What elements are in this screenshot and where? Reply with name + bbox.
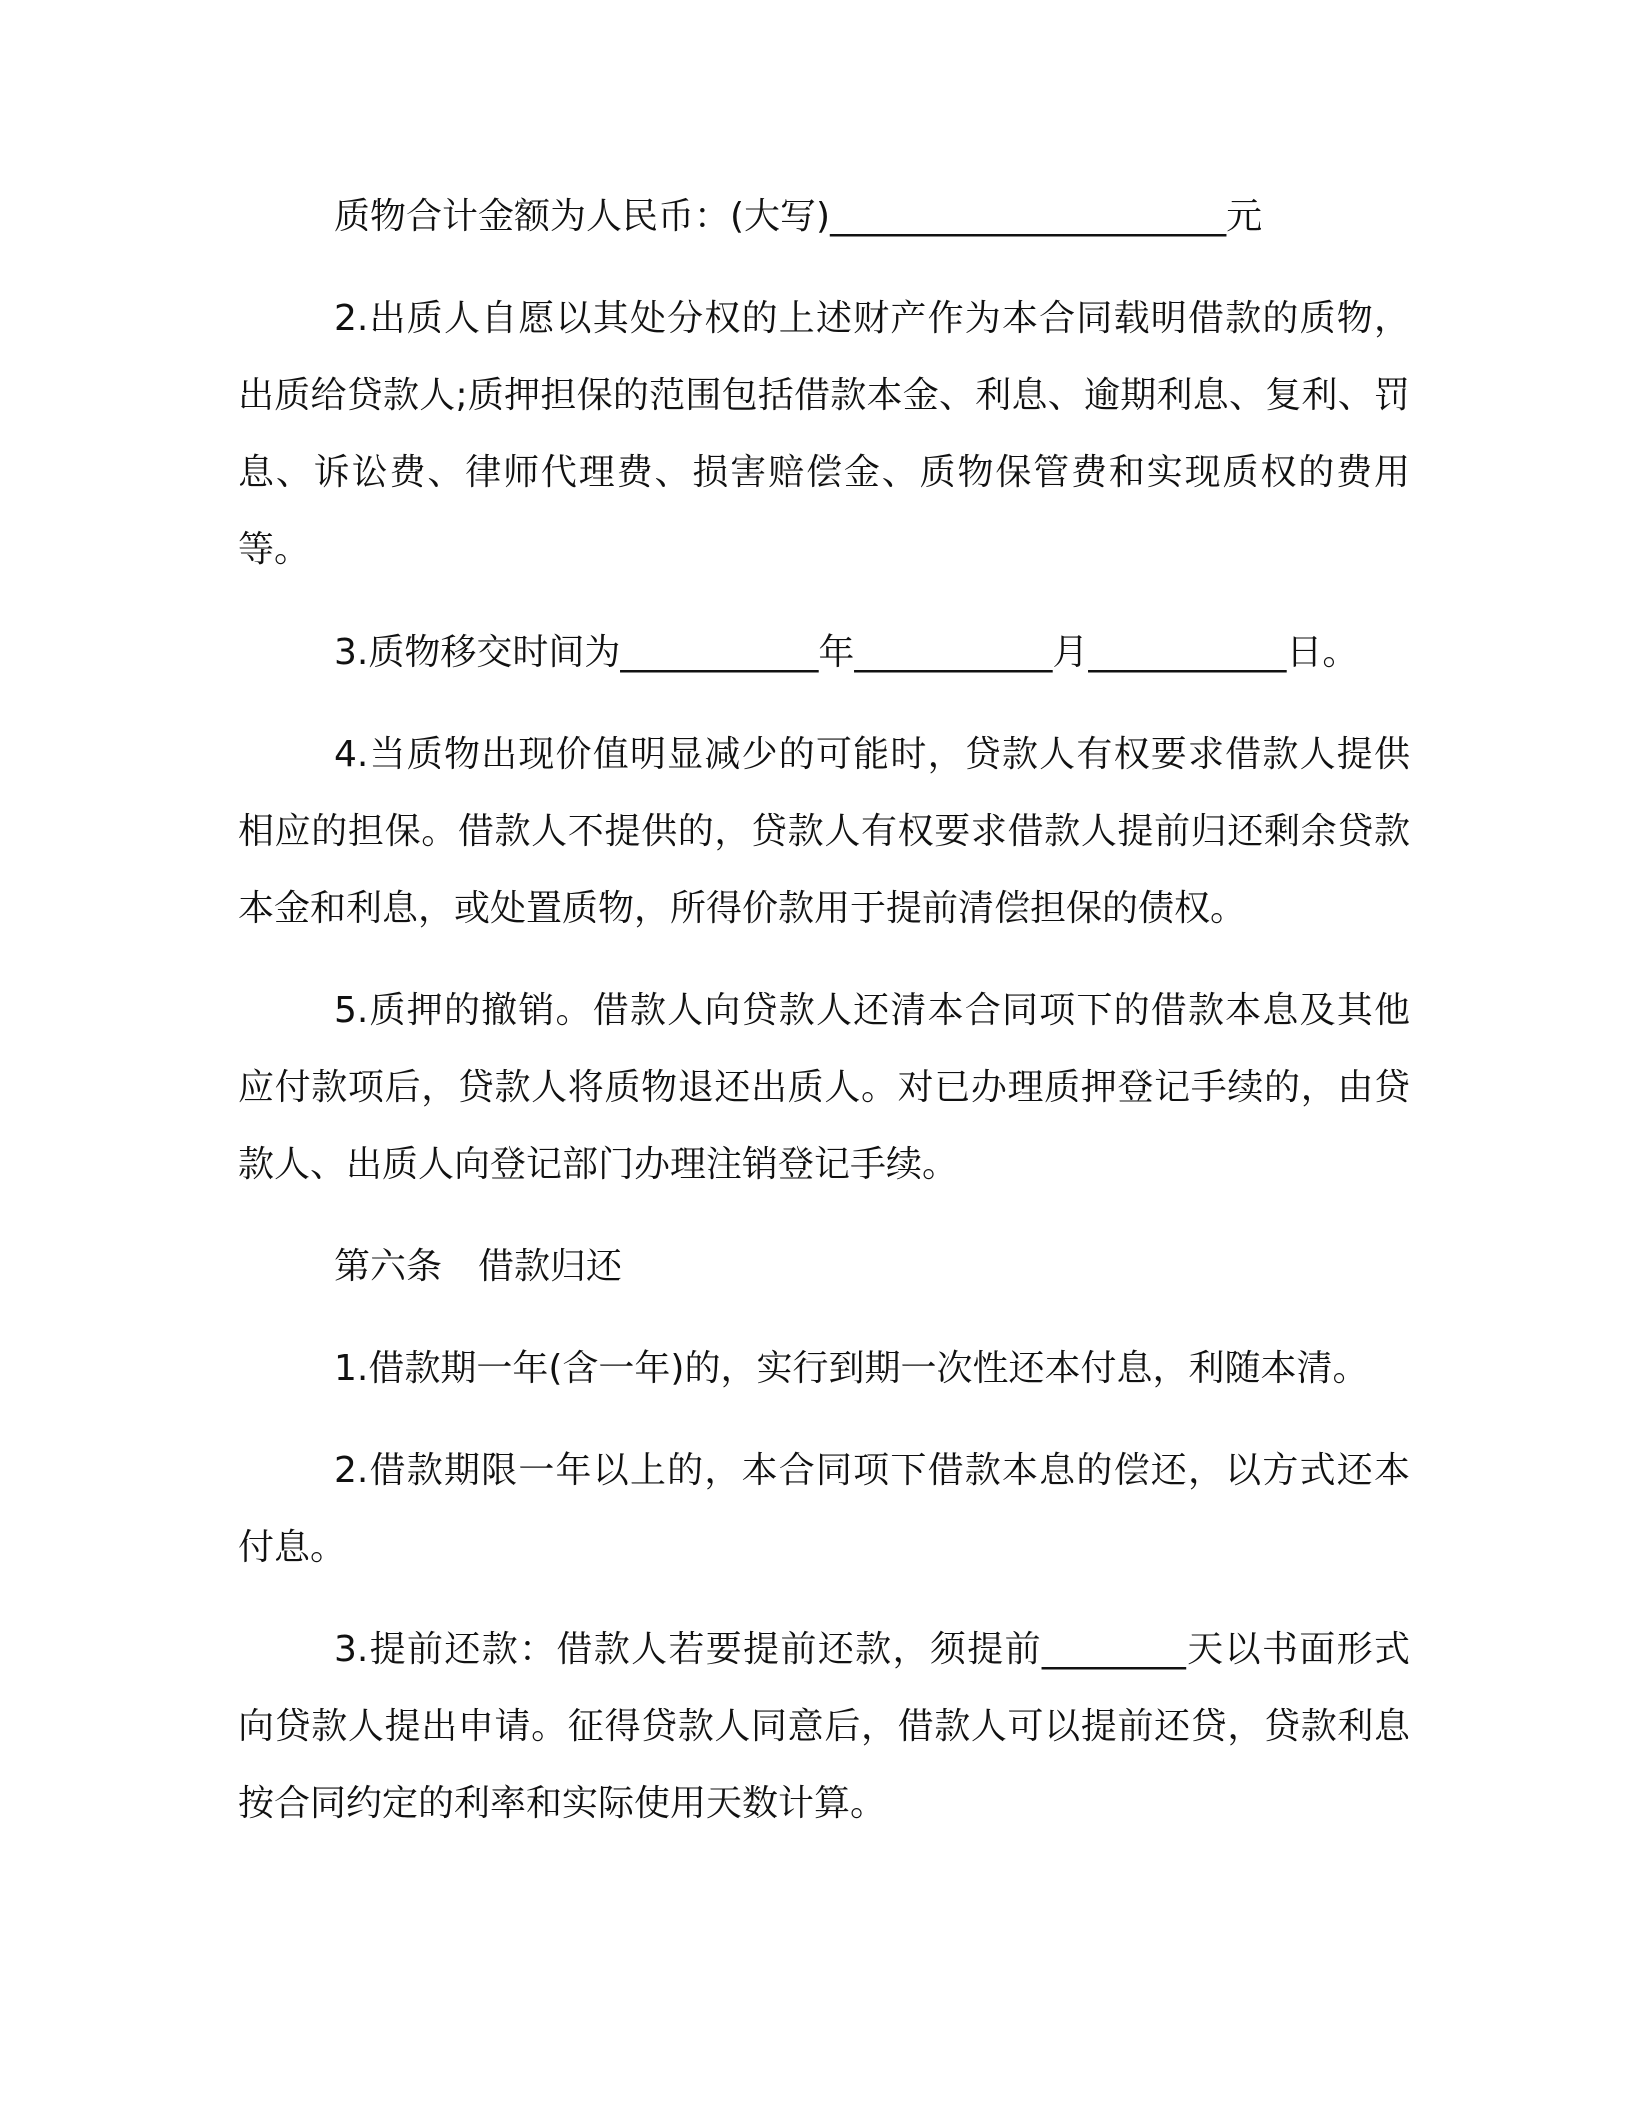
- article-6-heading: 第六条 借款归还: [334, 1246, 623, 1287]
- clause-3-transfer-date-paragraph: 3.质物移交时间为___________年___________月___________日。: [334, 632, 1359, 673]
- repayment-clause-2-paragraph: 2.借款期限一年以上的，本合同项下借款本息的偿还，以方式还本付息。: [238, 1450, 1410, 1568]
- repayment-clause-3-prepayment-paragraph: 3.提前还款：借款人若要提前还款，须提前________天以书面形式向贷款人提出申请。征得贷款人同意后，借款人可以提前还贷，贷款利息按合同约定的利率和实际使用天数计算。: [238, 1629, 1410, 1824]
- clause-5-pledge-cancellation-paragraph: 5.质押的撤销。借款人向贷款人还清本合同项下的借款本息及其他应付款项后，贷款人将质物退还出质人。对已办理质押登记手续的，由贷款人、出质人向登记部门办理注销登记手续。: [238, 990, 1410, 1185]
- pledge-total-amount-paragraph: 质物合计金额为人民币：(大写)______________________元: [334, 196, 1263, 237]
- clause-2-pledge-scope-paragraph: 2.出质人自愿以其处分权的上述财产作为本合同载明借款的质物，出质给贷款人;质押担保的范围包括借款本金、利息、逾期利息、复利、罚息、诉讼费、律师代理费、损害赔偿金、质物保管费和实现质权的费用等。: [238, 298, 1410, 570]
- repayment-clause-1-paragraph: 1.借款期一年(含一年)的，实行到期一次性还本付息，利随本清。: [334, 1348, 1369, 1389]
- clause-4-value-decrease-paragraph: 4.当质物出现价值明显减少的可能时，贷款人有权要求借款人提供相应的担保。借款人不提供的，贷款人有权要求借款人提前归还剩余贷款本金和利息，或处置质物，所得价款用于提前清偿担保的债权。: [238, 734, 1410, 929]
